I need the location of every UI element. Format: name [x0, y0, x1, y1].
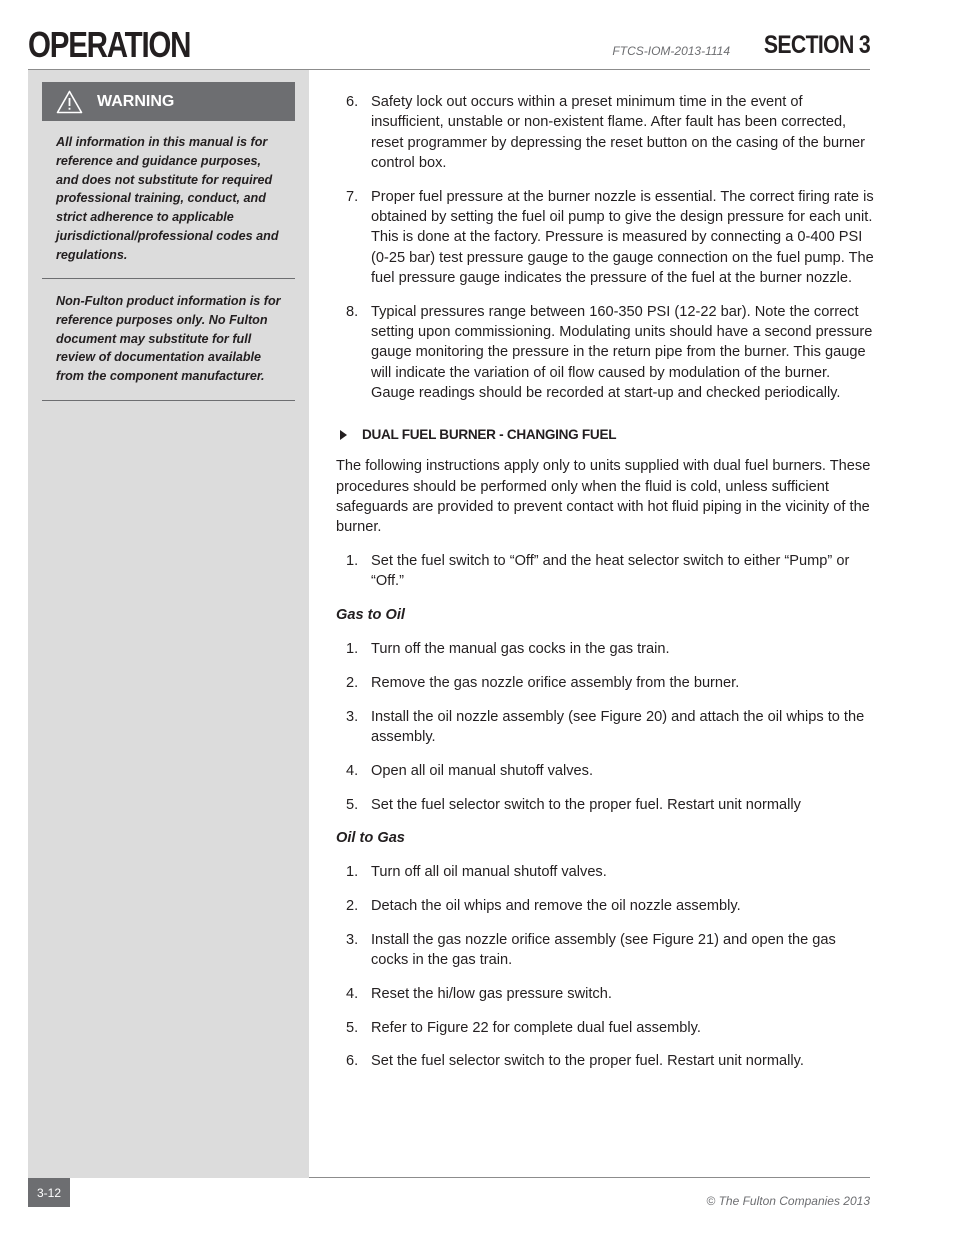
list-item-text: Refer to Figure 22 for complete dual fuel assembly.: [371, 1019, 701, 1036]
list-item-text: Open all oil manual shutoff valves.: [371, 762, 594, 779]
list-item-number: 1.: [346, 553, 359, 570]
intro-paragraph: The following instructions apply only to units supplied with dual fuel burners. These procedures should be performed only when the fluid is cold, unless sufficient safeguards are provided to prevent contact with hot fluid piping in the vicinity of the burner.: [336, 458, 871, 536]
warning-banner: [42, 82, 295, 121]
oil-to-gas-heading: Oil to Gas: [336, 830, 405, 847]
list-item-number: 3.: [346, 708, 359, 725]
warning-text-general: All information in this manual is for reference and guidance purposes, and does not substitute for required professional training, conduct, and strict adherence to applicable jurisdictional/professional codes and regulations.: [56, 135, 279, 262]
list-item-number: 6.: [346, 1053, 359, 1070]
list-item: [336, 984, 876, 1004]
list-item-text: Typical pressures range between 160-350 PSI (12-22 bar). Note the correct setting upon commissioning. Modulating units should have a second pressure gauge monitoring the pressure in the return pipe from the burner. This gauge will indicate the variation of oil flow caused by modulation of the burner. Gauge readings should be recorded at start-up and checked periodically.: [371, 303, 873, 401]
section-label: SECTION 3: [763, 31, 870, 59]
list-item-number: 7.: [346, 188, 359, 205]
list-item-text: Set the fuel selector switch to the proper fuel. Restart unit normally.: [371, 1053, 804, 1070]
preparation-step-list: [336, 551, 876, 592]
list-item-text: Set the fuel switch to “Off” and the heat selector switch to either “Pump” or “Off.”: [371, 553, 850, 590]
list-item-number: 1.: [346, 864, 359, 881]
list-item: [336, 639, 876, 659]
list-item-text: Set the fuel selector switch to the proper fuel. Restart unit normally: [371, 796, 801, 813]
list-item-text: Turn off the manual gas cocks in the gas train.: [371, 641, 670, 658]
list-item: [336, 707, 876, 748]
list-item: [336, 1018, 876, 1038]
main-content: [336, 92, 876, 1085]
list-item-text: Turn off all oil manual shutoff valves.: [371, 864, 607, 881]
operation-steps-list: [336, 92, 876, 403]
section-heading-text: DUAL FUEL BURNER - CHANGING FUEL: [362, 427, 617, 443]
list-item-text: Remove the gas nozzle orifice assembly from the burner.: [371, 674, 740, 691]
copyright-notice: © The Fulton Companies 2013: [706, 1194, 870, 1208]
list-item: [336, 551, 876, 592]
triangle-bullet-icon: [340, 430, 347, 440]
list-item-text: Detach the oil whips and remove the oil nozzle assembly.: [371, 897, 741, 914]
list-item-text: Install the oil nozzle assembly (see Figure 20) and attach the oil whips to the assembly.: [371, 708, 865, 745]
list-item-number: 4.: [346, 985, 359, 1002]
list-item-text: Install the gas nozzle orifice assembly (see Figure 21) and open the gas cocks in the gas train.: [371, 931, 836, 968]
list-item-number: 5.: [346, 796, 359, 813]
document-code: FTCS-IOM-2013-1114: [612, 44, 730, 58]
list-item: [336, 673, 876, 693]
list-item-number: 6.: [346, 94, 359, 110]
warning-title: WARNING: [97, 92, 175, 110]
list-item-text: Reset the hi/low gas pressure switch.: [371, 985, 612, 1002]
oil-to-gas-steps-list: [336, 862, 876, 1072]
list-item-number: 2.: [346, 674, 359, 691]
gas-to-oil-steps-list: [336, 639, 876, 815]
page-number: 3-12: [28, 1178, 70, 1207]
list-item: [336, 187, 876, 288]
sidebar-divider: [42, 278, 295, 279]
list-item-number: 4.: [346, 762, 359, 779]
list-item: [336, 92, 876, 173]
list-item: [336, 930, 876, 971]
list-item-number: 2.: [346, 897, 359, 914]
list-item: [336, 761, 876, 781]
list-item: [336, 302, 876, 403]
list-item-text: Proper fuel pressure at the burner nozzle is essential. The correct firing rate is obtained by setting the fuel oil pump to give the design pressure for each unit. This is done at the factory. Pressure is measured by connecting a 0-400 PSI (0-25 bar) test pressure gauge to the gauge connection on the fuel pump. The fuel pressure gauge indicates the pressure of the fuel at the burner nozzle.: [371, 188, 874, 286]
sidebar-divider: [42, 400, 295, 401]
list-item-number: 3.: [346, 931, 359, 948]
section-heading: [336, 425, 876, 445]
list-item: [336, 795, 876, 815]
warning-text-non-fulton: Non-Fulton product information is for reference purposes only. No Fulton document may substitute for full review of documentation available from the component manufacturer.: [56, 294, 281, 384]
footer-divider: [309, 1177, 870, 1178]
list-item: [336, 896, 876, 916]
list-item-number: 1.: [346, 641, 359, 658]
list-item-number: 5.: [346, 1019, 359, 1036]
list-item: [336, 862, 876, 882]
list-item-number: 8.: [346, 303, 359, 320]
warning-triangle-icon: [56, 90, 83, 114]
gas-to-oil-heading: Gas to Oil: [336, 607, 405, 624]
page-title: OPERATION: [28, 24, 191, 65]
list-item-text: Safety lock out occurs within a preset minimum time in the event of insufficient, unstable or non-existent flame. After fault has been corrected, reset programmer by depressing the reset button on the casing of the burner control box.: [371, 94, 866, 171]
list-item: [336, 1051, 876, 1071]
